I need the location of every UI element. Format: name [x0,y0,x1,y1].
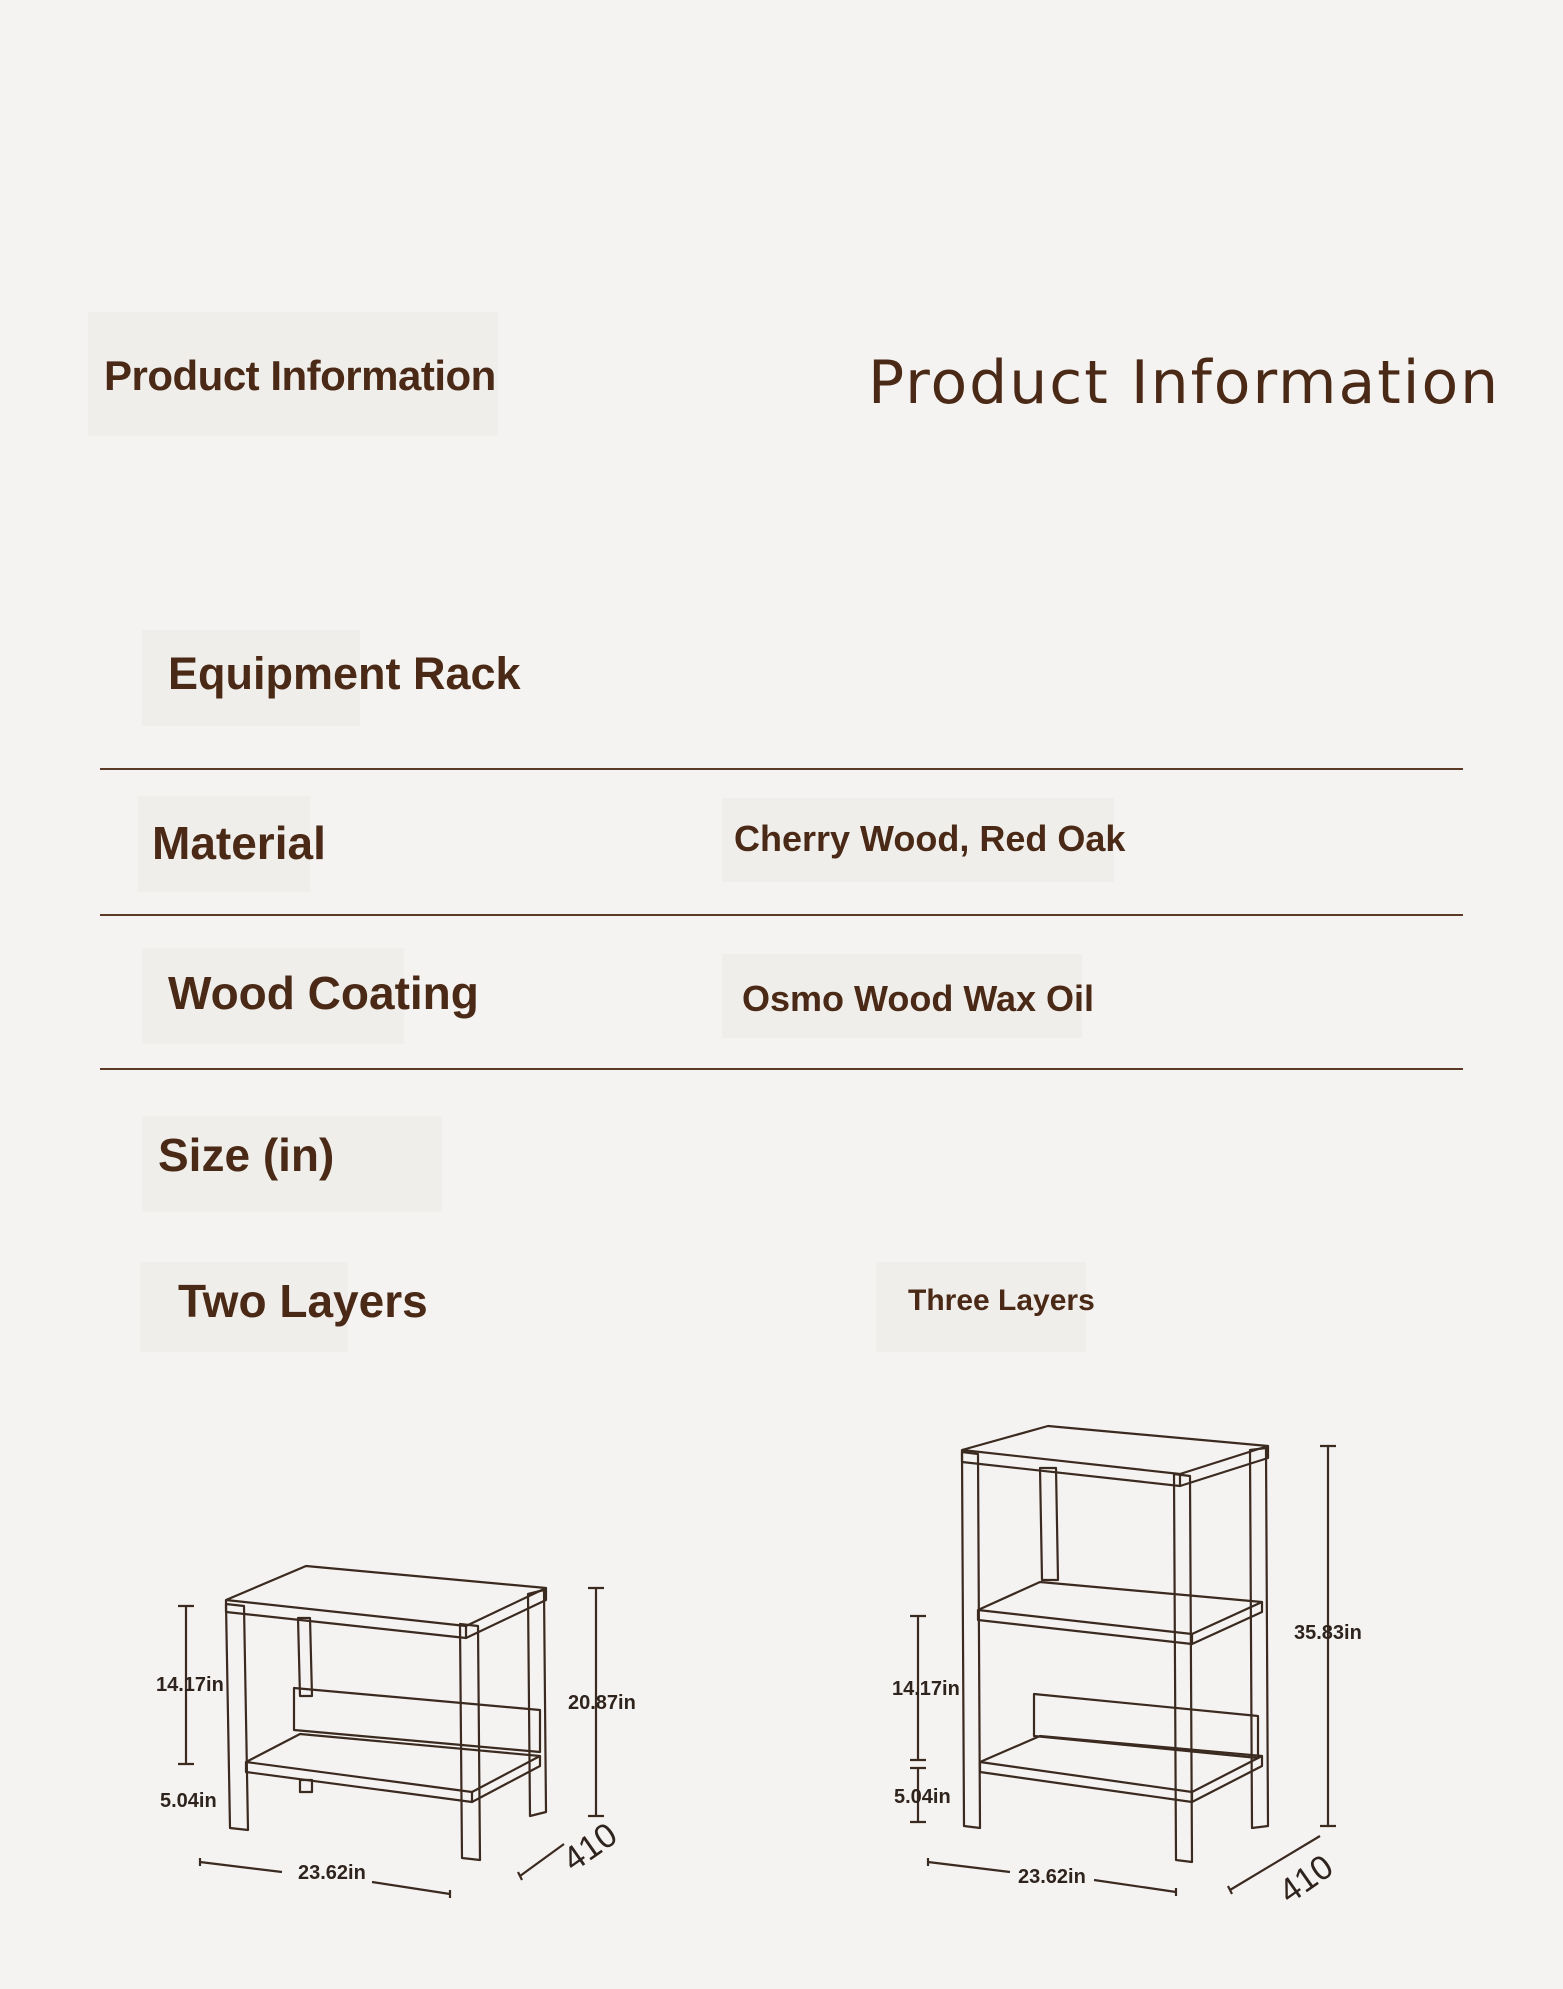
coating-label: Wood Coating [168,967,479,1019]
two-layer-depth-label: 410 [556,1815,625,1880]
two-layer-height-label: 20.87in [568,1692,636,1714]
size-label: Size (in) [158,1129,335,1181]
two-layer-shelf-gap-label: 14.17in [156,1674,224,1696]
material-label: Material [152,817,326,869]
left-title: Product Information [104,352,496,399]
material-value: Cherry Wood, Red Oak [734,818,1126,859]
three-layer-height-label: 35.83in [1294,1622,1362,1644]
product-name: Equipment Rack [168,648,521,699]
page-title: Product Information [868,348,1501,418]
two-layer-bottom-gap-label: 5.04in [160,1790,217,1812]
three-layer-bottom-gap-label: 5.04in [894,1786,951,1808]
two-layer-width-label: 23.62in [298,1862,366,1884]
three-layer-shelf-gap-label: 14.17in [892,1678,960,1700]
three-layer-depth-label: 410 [1272,1847,1341,1912]
two-layers-title: Two Layers [178,1275,428,1327]
three-layer-width-label: 23.62in [1018,1866,1086,1888]
three-layers-title: Three Layers [908,1284,1095,1317]
coating-value: Osmo Wood Wax Oil [742,978,1095,1019]
